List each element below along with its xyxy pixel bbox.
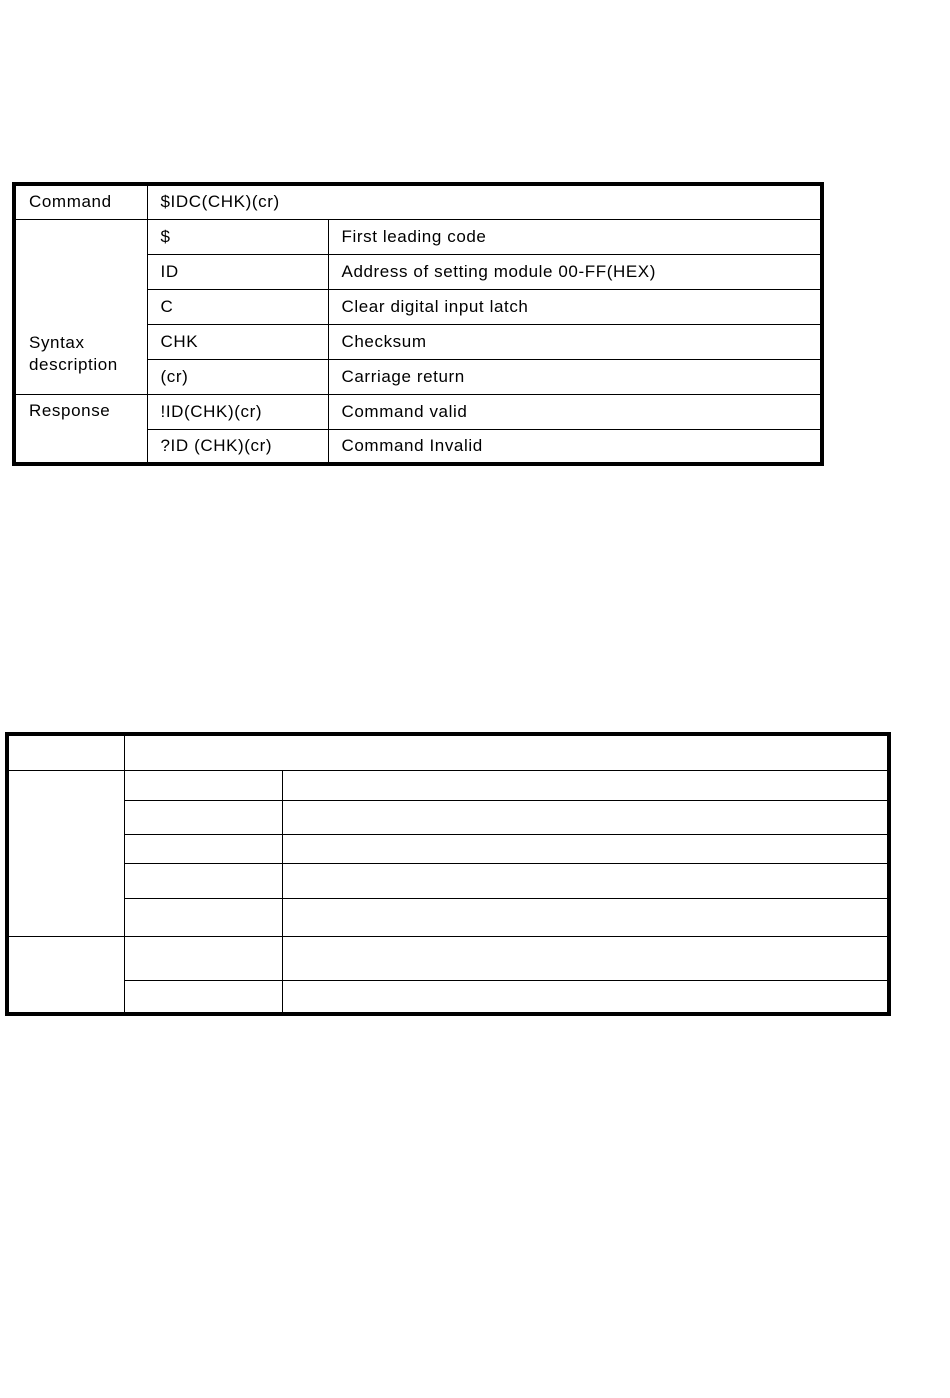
description-cell xyxy=(282,770,889,800)
description-cell xyxy=(282,936,889,980)
syntax-symbol: C xyxy=(147,289,328,324)
syntax-description: Address of setting module 00-FF(HEX) xyxy=(328,254,822,289)
table-row xyxy=(7,863,889,898)
syntax-description: Clear digital input latch xyxy=(328,289,822,324)
table-row xyxy=(14,394,822,429)
table-row xyxy=(7,980,889,1014)
table-row xyxy=(7,734,889,770)
symbol-cell xyxy=(124,980,282,1014)
response-symbol: ?ID (CHK)(cr) xyxy=(147,429,328,464)
header-value-cell xyxy=(124,734,889,770)
description-cell xyxy=(282,834,889,863)
description-cell xyxy=(282,898,889,936)
syntax-symbol: ID xyxy=(147,254,328,289)
table-row xyxy=(7,898,889,936)
group1-label-cell xyxy=(7,770,124,936)
empty-command-table xyxy=(5,732,891,1016)
syntax-symbol: $ xyxy=(147,219,328,254)
response-description: Command Invalid xyxy=(328,429,822,464)
table-row xyxy=(14,219,822,254)
symbol-cell xyxy=(124,898,282,936)
syntax-description: First leading code xyxy=(328,219,822,254)
syntax-description-text: Syntax description xyxy=(29,332,118,374)
symbol-cell xyxy=(124,936,282,980)
description-cell xyxy=(282,980,889,1014)
syntax-symbol: CHK xyxy=(147,324,328,359)
command-value: $IDC(CHK)(cr) xyxy=(147,184,822,219)
syntax-description: Carriage return xyxy=(328,359,822,394)
command-syntax-table xyxy=(12,182,824,466)
table-row xyxy=(14,184,822,219)
table-row xyxy=(7,800,889,834)
symbol-cell xyxy=(124,863,282,898)
description-cell xyxy=(282,800,889,834)
symbol-cell xyxy=(124,770,282,800)
table-row xyxy=(7,770,889,800)
table-row xyxy=(7,936,889,980)
header-label-cell xyxy=(7,734,124,770)
response-description: Command valid xyxy=(328,394,822,429)
command-label: Command xyxy=(14,184,147,219)
symbol-cell xyxy=(124,800,282,834)
description-cell xyxy=(282,863,889,898)
syntax-description: Checksum xyxy=(328,324,822,359)
symbol-cell xyxy=(124,834,282,863)
syntax-symbol: (cr) xyxy=(147,359,328,394)
response-label: Response xyxy=(14,394,147,464)
group2-label-cell xyxy=(7,936,124,1014)
syntax-description-label xyxy=(14,219,147,394)
response-symbol: !ID(CHK)(cr) xyxy=(147,394,328,429)
table-row xyxy=(7,834,889,863)
